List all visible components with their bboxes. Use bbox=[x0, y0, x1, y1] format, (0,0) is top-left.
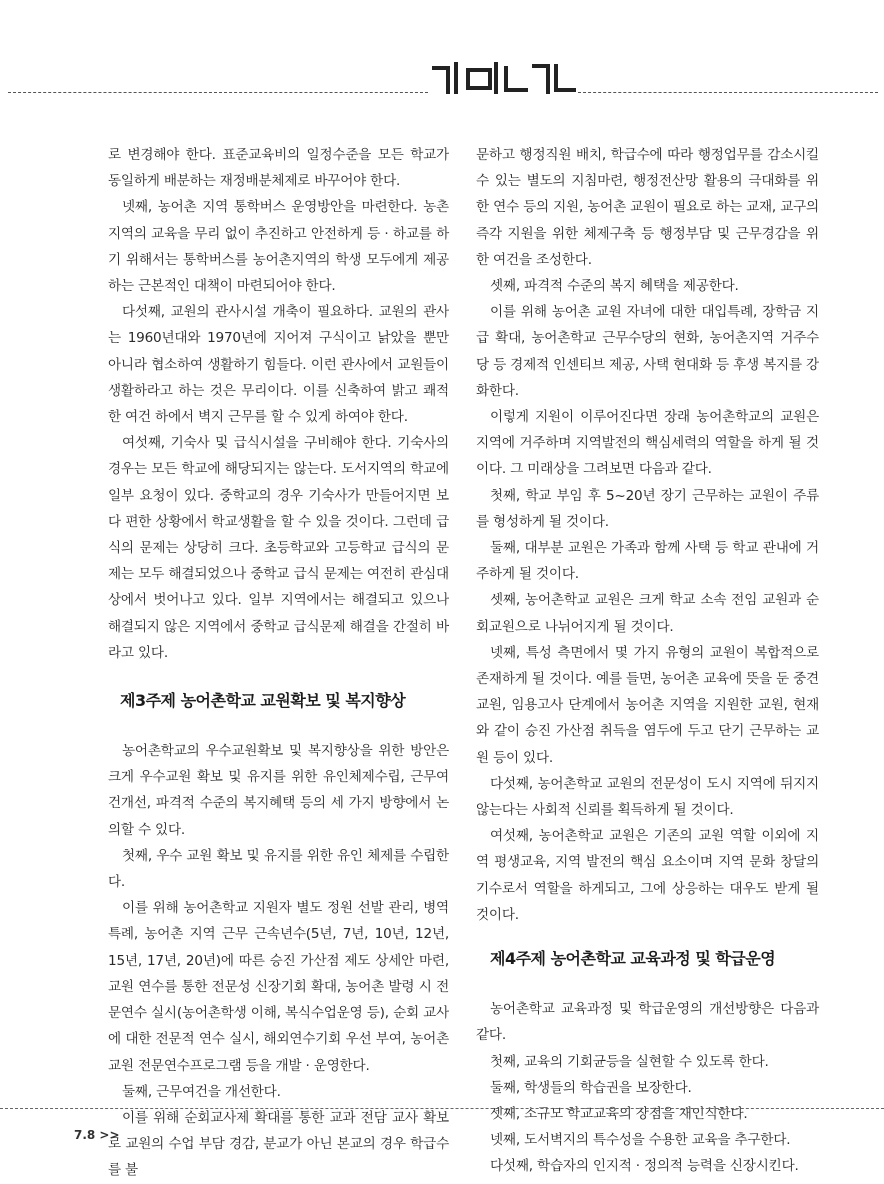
body-paragraph: 로 변경해야 한다. 표준교육비의 일정수준을 모든 학교가 동일하게 배분하는 재정배분체제로 바꾸어야 한다. bbox=[108, 147, 449, 190]
footer-rule bbox=[0, 1108, 884, 1109]
body-paragraph: 둘째, 학생들의 학습권을 보장한다. bbox=[490, 1079, 692, 1096]
body-paragraph: 여섯째, 농어촌학교 교원은 기존의 교원 역할 이외에 지역 평생교육, 지역 발전의 핵심 요소이며 지역 문화 창달의 기수로서 역할을 하게되고, 그에 상응하는 대우도 받게 될 것이다. bbox=[476, 828, 819, 923]
body-paragraph: 이를 위해 농어촌 교원 자녀에 대한 대입특례, 장학금 지급 확대, 농어촌학교 근무수당의 현화, 농어촌지역 거주수당 등 경제적 인센티브 제공, 사택 현대화 등 후생 복지를 강화한다. bbox=[476, 304, 819, 399]
section-logo bbox=[430, 58, 576, 98]
right-column bbox=[476, 142, 819, 1180]
body-paragraph: 셋째, 소규모 학교교육의 장점을 재인식한다. bbox=[490, 1105, 748, 1122]
body-paragraph: 농어촌학교의 우수교원확보 및 복지향상을 위한 방안은 크게 우수교원 확보 및 유지를 위한 유인체제수립, 근무여건개선, 파격적 수준의 복지혜택 등의 세 가지 방향에서 논의할 수 있다. bbox=[108, 743, 449, 838]
body-paragraph: 둘째, 대부분 교원은 가족과 함께 사택 등 학교 관내에 거주하게 될 것이다. bbox=[476, 540, 819, 583]
body-paragraph: 첫째, 학교 부임 후 5~20년 장기 근무하는 교원이 주류를 형성하게 될 것이다. bbox=[476, 487, 819, 530]
body-paragraph: 이를 위해 순회교사제 확대를 통한 교과 전담 교사 확보로 교원의 수업 부담 경감, 분교가 아닌 본교의 경우 학급수를 불 bbox=[108, 1109, 449, 1179]
body-paragraph: 첫째, 우수 교원 확보 및 유지를 위한 유인 체제를 수립한다. bbox=[108, 847, 449, 891]
body-paragraph: 농어촌학교 교육과정 및 학급운영의 개선방향은 다음과 같다. bbox=[476, 1001, 819, 1044]
body-paragraph: 첫째, 교육의 기회균등을 실현할 수 있도록 한다. bbox=[490, 1053, 769, 1070]
body-paragraph: 다섯째, 학습자의 인지적 · 정의적 능력을 신장시킨다. bbox=[490, 1158, 799, 1175]
body-paragraph: 넷째, 농어촌 지역 통학버스 운영방안을 마련한다. 농촌지역의 교육을 무리 없이 추진하고 안전하게 등 · 하교를 하기 위해서는 통학버스를 농어촌지역의 학생 모두에게 제공하는 근본적인 대책이 마련되어야 한다. bbox=[108, 199, 449, 295]
header-rule-left bbox=[8, 92, 428, 93]
body-paragraph: 이를 위해 농어촌학교 지원자 별도 정원 선발 관리, 병역특례, 농어촌 지역 근무 근속년수(5년, 7년, 10년, 12년, 15년, 17년, 20년)에 따른 승진 가산점 제도 상세안 마련, 교원 연수를 통한 전문성 신장기회 확대, 농어촌 발령 시 전문연수 실시(농어촌학생 이해, 복식수업운영 등), 순회 교사에 대한 전문적 연수 실시, 해외연수기회 우선 부여, 농어촌 교원 전문연수프로그램 등을 개발 · 운영한다. bbox=[108, 900, 449, 1074]
body-paragraph: 넷째, 도서벽지의 특수성을 수용한 교육을 추구한다. bbox=[490, 1132, 791, 1149]
body-paragraph: 다섯째, 교원의 관사시설 개축이 필요하다. 교원의 관사는 1960년대와 1970년에 지어져 구식이고 낡았을 뿐만 아니라 협소하여 생활하기 힘들다. 이런 관사에서 교원들이 생활하라고 하는 것은 무리이다. 이를 신축하여 밝고 쾌적한 여건 하에서 벽지 근무를 할 수 있게 하여야 한다. bbox=[108, 304, 449, 426]
body-paragraph: 문하고 행정직원 배치, 학급수에 따라 행정업무를 감소시킬 수 있는 별도의 지침마련, 행정전산망 활용의 극대화를 위한 연수 등의 지원, 농어촌 교원이 필요로 하는 교재, 교구의 즉각 지원을 위한 체제구축 등 행정부담 및 근무경감을 위한 여건을 조성한다. bbox=[476, 147, 819, 268]
body-paragraph: 여섯째, 기숙사 및 급식시설을 구비해야 한다. 기숙사의 경우는 모든 학교에 해당되지는 않는다. 도서지역의 학교에 일부 요청이 있다. 중학교의 경우 기숙사가 만들어지면 보다 편한 상황에서 학교생활을 할 수 있을 것이다. 그런데 급식의 문제는 상당히 크다. 초등학교와 고등학교 급식의 문제는 모두 해결되었으나 중학교 급식 문제는 여전히 관심대상에서 벗어나고 있다. 일부 지역에서는 해결되고 있으나 해결되지 않은 지역에서 중학교 급식문제 해결을 간절히 바라고 있다. bbox=[108, 435, 449, 661]
body-paragraph: 둘째, 근무여건을 개선한다. bbox=[122, 1083, 281, 1100]
section-heading-4: 제4주제 농어촌학교 교육과정 및 학급운영 bbox=[490, 949, 776, 969]
body-paragraph: 다섯째, 농어촌학교 교원의 전문성이 도시 지역에 뒤지지 않는다는 사회적 신뢰를 획득하게 될 것이다. bbox=[476, 775, 819, 819]
header-rule-right bbox=[578, 92, 878, 93]
section-heading-3: 제3주제 농어촌학교 교원확보 및 복지향상 bbox=[120, 691, 406, 711]
page-number: 7.8 >> bbox=[74, 1128, 120, 1142]
body-paragraph: 셋째, 농어촌학교 교원은 크게 학교 소속 전임 교원과 순회교원으로 나뉘어지게 될 것이다. bbox=[476, 592, 819, 635]
left-column bbox=[108, 142, 449, 1184]
body-paragraph: 셋째, 파격적 수준의 복지 혜택을 제공한다. bbox=[490, 278, 739, 295]
body-paragraph: 넷째, 특성 측면에서 몇 가지 유형의 교원이 복합적으로 존재하게 될 것이다. 예를 들면, 농어촌 교육에 뜻을 둔 중견 교원, 임용고사 단계에서 농어촌 지역을 지원한 교원, 현재와 같이 승진 가산점 취득을 염두에 두고 단기 근무하는 교원 등이 있다. bbox=[476, 644, 819, 766]
body-paragraph: 이렇게 지원이 이루어진다면 장래 농어촌학교의 교원은 지역에 거주하며 지역발전의 핵심세력의 역할을 하게 될 것이다. 그 미래상을 그려보면 다음과 같다. bbox=[476, 409, 819, 478]
